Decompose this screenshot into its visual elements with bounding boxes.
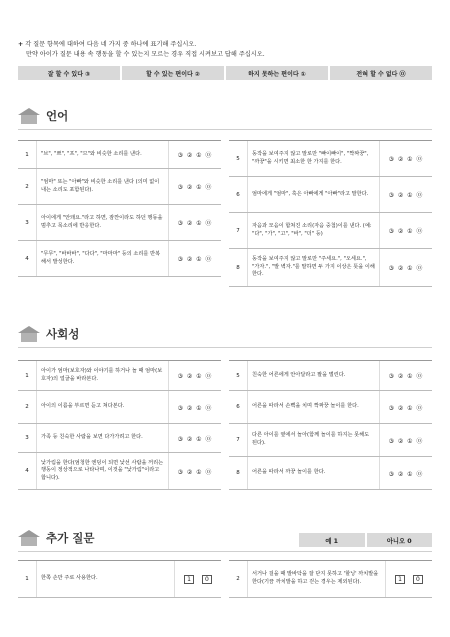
no-label: 아니오 0 (386, 537, 412, 545)
item-text: 서거나 걸을 때 발바닥을 잘 닫지 못하고 '할닝' 까치발을 한다(기끔 까치발을 하고 걷는 경우는 제외된다). (248, 561, 386, 597)
answer-options[interactable]: ③ ② ① ⓪ (388, 192, 424, 199)
answer-options[interactable]: ③ ② ① ⓪ (388, 265, 424, 272)
item-text: 어른을 따라서 까꿍 놀이를 한다. (248, 457, 380, 489)
item-text: 가족 등 친숙한 사람을 보면 다가가려고 한다. (37, 424, 169, 452)
table-row (229, 457, 432, 490)
item-number: 8 (229, 457, 248, 489)
instruction-line-1: 각 질문 항목에 대하여 다음 네 가지 중 하나에 표기해 주십시오. (25, 41, 197, 48)
item-number: 1 (18, 561, 37, 597)
table-row (18, 424, 221, 453)
extra-table-right (229, 560, 432, 598)
table-row (18, 391, 221, 424)
item-text: 아이가 엄마(보호자)와 이야기를 하거나 놀 때 엄마(보호자)의 얼굴을 바라본다. (37, 361, 169, 390)
answer-options[interactable]: ③ ② ① ⓪ (388, 228, 424, 235)
table-row (18, 561, 221, 598)
table-row (18, 141, 221, 169)
divider (18, 129, 432, 130)
yes-label: 예 1 (299, 533, 367, 547)
table-row (229, 391, 432, 424)
item-text: 동작을 보여주지 않고 말로만 "주세요.", "오세요.", "가자.", "발 벽자."를 말하면 두 가지 이상은 뜻을 이해한다. (248, 249, 380, 286)
table-row (18, 241, 221, 277)
option-yes[interactable]: 1 (184, 575, 194, 584)
table-row (18, 361, 221, 391)
item-number: 1 (18, 361, 37, 390)
answer-options[interactable] (386, 561, 432, 597)
section-extra-header (18, 530, 94, 546)
extra-table-left (18, 560, 221, 598)
item-number: 4 (18, 453, 37, 489)
item-text: 엄마에게 "엄마", 혹은 아빠에게 "아빠"라고 말한다. (248, 177, 380, 212)
item-text: 동작을 보여주지 않고 말로만 "빠이빠이", "짝짜꿍", "까꿍"을 시키면 최소한 한 가지를 한다. (248, 141, 380, 176)
answer-options[interactable]: ③ ② ① ⓪ (388, 404, 424, 412)
item-number: 2 (18, 391, 37, 423)
table-row (229, 213, 432, 249)
legend-item-0: 전혀 할 수 없다 ⓪ (356, 70, 406, 78)
item-text: 다른 아이를 옆에서 놀아(함께 놀이를 하지는 못해도 된다). (248, 424, 380, 456)
answer-options[interactable]: ③ ② ① ⓪ (177, 435, 213, 443)
plus-icon: + (18, 41, 24, 48)
house-icon (18, 326, 40, 342)
option-no[interactable]: 0 (413, 575, 423, 584)
language-table-left (18, 140, 221, 277)
divider (18, 347, 432, 348)
table-row (18, 169, 221, 205)
option-no[interactable]: 0 (202, 575, 212, 584)
item-text: "브", "쁘", "프", "므"와 비슷한 소리를 낸다. (37, 141, 169, 168)
legend-item-2: 할 수 있는 편이다 ② (122, 66, 226, 80)
item-text: 아이에게 "안돼요."라고 하면, 잠깐이라도 하던 행동을 멈추고 목소리에 반응한다. (37, 205, 169, 240)
item-number: 2 (229, 561, 248, 597)
table-row (229, 361, 432, 391)
answer-options[interactable]: ③ ② ① ⓪ (177, 184, 213, 191)
item-number: 3 (18, 424, 37, 452)
answer-options[interactable]: ③ ② ① ⓪ (388, 373, 424, 380)
section-title: 사회성 (46, 327, 80, 341)
answer-options[interactable]: ③ ② ① ⓪ (177, 152, 213, 159)
item-number: 5 (229, 141, 248, 176)
item-text: 낯가림을 한다(엄청한 엔딩이 되면 낯선 사람을 꺼리는 행동이 정상적으로 나타나며, 이것을 "낯가림"이라고 합니다). (37, 453, 169, 489)
section-title: 추가 질문 (46, 531, 95, 545)
answer-options[interactable]: ③ ② ① ⓪ (388, 156, 424, 163)
legend-item-1: 하지 못하는 편이다 ① (226, 66, 330, 80)
section-social-header (18, 326, 79, 342)
table-row (18, 453, 221, 490)
item-text: "무무", "바바바", "다다", "마마마" 등의 소리를 반복해서 발성한다. (37, 241, 169, 276)
social-table-right (229, 360, 432, 490)
answer-options[interactable]: ③ ② ① ⓪ (177, 468, 213, 476)
answer-options[interactable]: ③ ② ① ⓪ (177, 220, 213, 227)
item-number: 6 (229, 391, 248, 423)
house-icon (18, 108, 40, 124)
table-row (229, 141, 432, 177)
item-number: 8 (229, 249, 248, 286)
item-number: 1 (18, 141, 37, 168)
item-number: 7 (229, 424, 248, 456)
item-number: 7 (229, 213, 248, 248)
answer-options[interactable]: ③ ② ① ⓪ (177, 404, 213, 412)
legend-item-3: 잘 할 수 있다 ③ (18, 66, 122, 80)
divider (18, 551, 432, 552)
table-row (229, 424, 432, 457)
rating-legend (18, 66, 432, 80)
social-table-left (18, 360, 221, 490)
item-number: 5 (229, 361, 248, 390)
answer-options[interactable]: ③ ② ① ⓪ (388, 470, 424, 478)
item-text: 친숙한 어른에게 안아달라고 팔을 벌린다. (248, 361, 380, 390)
answer-options[interactable]: ③ ② ① ⓪ (177, 373, 213, 380)
item-text: 한쪽 손만 주로 사용한다. (37, 561, 175, 597)
instructions (18, 40, 265, 60)
table-row (229, 249, 432, 287)
item-text: "엄마" 또는 "아빠"와 비슷한 소리를 낸다 (의미 없이 내는 소리도 포함된다). (37, 169, 169, 204)
item-number: 3 (18, 205, 37, 240)
language-table-right (229, 140, 432, 287)
item-number: 2 (18, 169, 37, 204)
table-row (229, 177, 432, 213)
item-number: 4 (18, 241, 37, 276)
item-text: 자음과 모음이 합쳐진 소리(자음 중첩)이를 낸다. (예: "다", "가", "고", "바", "더" 등) (248, 213, 380, 248)
yes-no-legend (299, 533, 432, 547)
item-number: 6 (229, 177, 248, 212)
option-yes[interactable]: 1 (395, 575, 405, 584)
table-row (229, 561, 432, 598)
instruction-line-2: 만약 아이가 질문 내용 속 행동을 할 수 있는지 모르는 경우 직접 시켜보고 답해 주십시오. (26, 51, 265, 58)
answer-options[interactable]: ③ ② ① ⓪ (388, 437, 424, 445)
answer-options[interactable]: ③ ② ① ⓪ (177, 256, 213, 263)
section-language-header (18, 108, 68, 124)
answer-options[interactable] (175, 561, 221, 597)
item-text: 어른을 따라서 손뼉을 치며 짝짜꿍 놀이를 한다. (248, 391, 380, 423)
house-icon (18, 530, 40, 546)
item-text: 아이의 이름을 부르면 듣고 쳐다본다. (37, 391, 169, 423)
section-title: 언어 (46, 109, 69, 123)
table-row (18, 205, 221, 241)
